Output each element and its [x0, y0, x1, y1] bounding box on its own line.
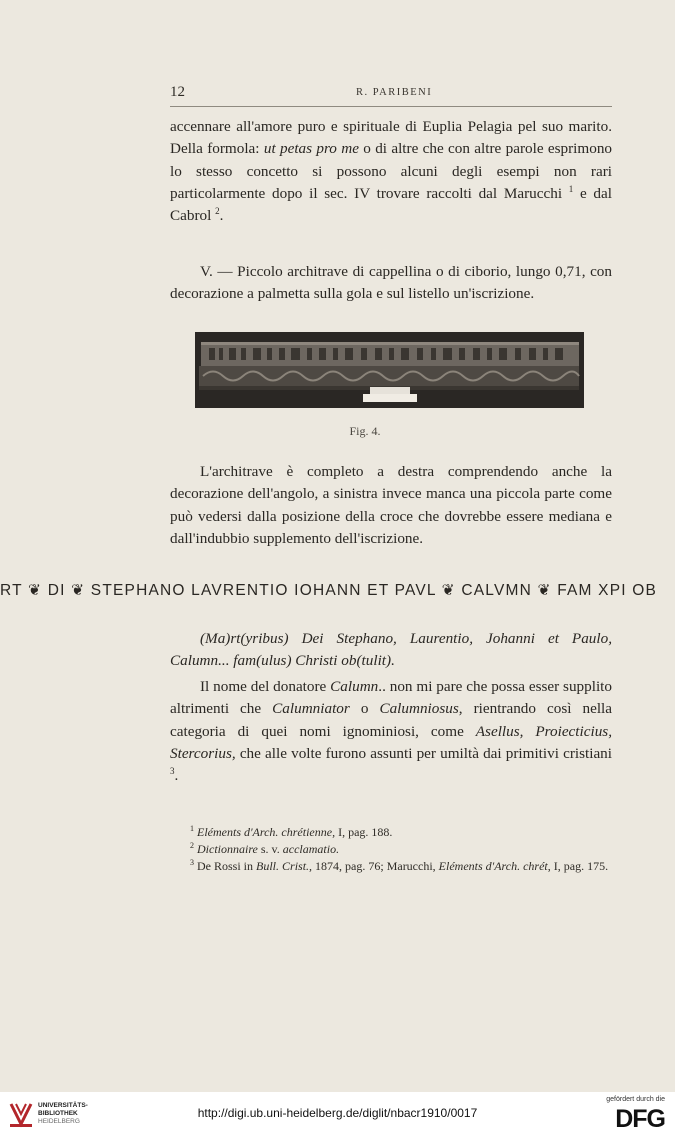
footnote-italic: Eléments d'Arch. chrétienne, [197, 825, 336, 839]
running-head: R. PARIBENI [356, 87, 433, 98]
inscription-expansion: (Ma)rt(yribus) Dei Stephano, Laurentio, Johanni et Paulo, Calumn... fam(ulus) Christi ob(tulit). [170, 630, 612, 670]
university-library-logo-icon[interactable] [8, 1100, 34, 1132]
footnote-italic: Bull. Crist., [256, 859, 313, 873]
footnote-ref-2[interactable]: 2 [215, 206, 220, 217]
inscription-transcription: RT ❦ DI ❦ STEPHANO LAVRENTIO IOHANN ET PAVL ❦ CALVMN ❦ FAM XPI OB [0, 582, 658, 599]
footnote-text: I, pag. 188. [335, 825, 393, 839]
para5-text-j: . [174, 767, 179, 785]
para5-italic-d: Calumniator [272, 700, 350, 718]
para5-italic-b: Calumn [330, 678, 379, 695]
para5-italic-h: Asellus, Proiecticius, Stercorius, [170, 722, 612, 762]
footnote-1 [170, 824, 612, 841]
funded-by-label: gefördert durch die [606, 1096, 665, 1103]
para5-text-a: Il nome del donatore [200, 678, 331, 695]
footnote-mark: 2 [190, 841, 194, 850]
uni-line-2: BIBLIOTHEK [38, 1110, 78, 1117]
footnote-2 [170, 841, 612, 858]
uni-line-3: HEIDELBERG [38, 1118, 80, 1125]
paragraph-4 [170, 628, 612, 673]
footnote-italic-2: acclamatio. [282, 842, 340, 856]
footnote-mark: 1 [190, 824, 194, 833]
footnote-text: s. v. [257, 842, 283, 856]
uni-line-1: UNIVERSITÄTS- [38, 1102, 88, 1109]
para5-italic-f: Calumniosus [379, 700, 459, 718]
paragraph-2: V. — Piccolo architrave di cappellina o di ciborio, lungo 0,71, con decorazione a palmetta sulla gola e sul listello un'iscrizione. [170, 263, 612, 303]
footnote-text: 1874, pag. 76; Marucchi, [312, 859, 439, 873]
university-library-name [38, 1102, 88, 1126]
footnote-pre: De Rossi in [197, 859, 257, 873]
permalink-url[interactable]: http://digi.ub.uni-heidelberg.de/diglit/nbacr1910/0017 [197, 1106, 478, 1120]
para1-text-d: . [219, 207, 224, 225]
footnote-italic-2: Eléments d'Arch. chrét [438, 859, 548, 873]
para1-text-b: o di altre che con altre parole esprimono lo stesso concetto si possono alcuni degli esempi non rari particolarmente dopo il sec. IV trovare raccolti dal Marucchi [170, 140, 613, 202]
page-number: 12 [170, 84, 185, 100]
page-header [170, 84, 612, 107]
footnote-ref-1[interactable]: 1 [568, 183, 574, 194]
paragraph-1 [170, 116, 612, 227]
footnotes [170, 824, 612, 875]
para1-text-a: accennare all'amore puro e spirituale di Euplia Pelagia pel suo marito. Della formola: [170, 118, 612, 158]
para5-text-g: , rientrando così nella categoria di quei nomi ignominiosi, come [170, 700, 613, 740]
footnote-italic: Dictionnaire [197, 842, 258, 856]
dfg-logo[interactable]: DFG [615, 1105, 665, 1133]
architrave-photo [195, 332, 584, 408]
para5-text-e: o [349, 700, 380, 718]
footnote-tail: , I, pag. 175. [547, 859, 609, 873]
footnote-ref-3[interactable]: 3 [170, 766, 175, 777]
paragraph-5 [170, 676, 612, 787]
footnote-mark: 3 [190, 858, 194, 867]
paragraph-3: L'architrave è completo a destra comprendendo anche la decorazione dell'angolo, a sinistra invece manca una piccola parte come può vedersi dalla posizione della croce che dovrebbe essere mediana e dall'indubbio supplemento dell'iscrizione. [170, 463, 612, 547]
para1-italic: ut petas pro me [263, 140, 359, 158]
footnote-3 [170, 858, 612, 875]
footer-bar [0, 1092, 675, 1137]
para5-text-i: che alle volte furono assunti per umiltà dai primitivi cristiani [235, 744, 612, 762]
figure-caption: Fig. 4. [349, 424, 381, 438]
para1-text-c: e dal Cabrol [170, 184, 612, 225]
para5-text-c: .. non mi pare che possa esser supplito altrimenti che [170, 678, 612, 718]
